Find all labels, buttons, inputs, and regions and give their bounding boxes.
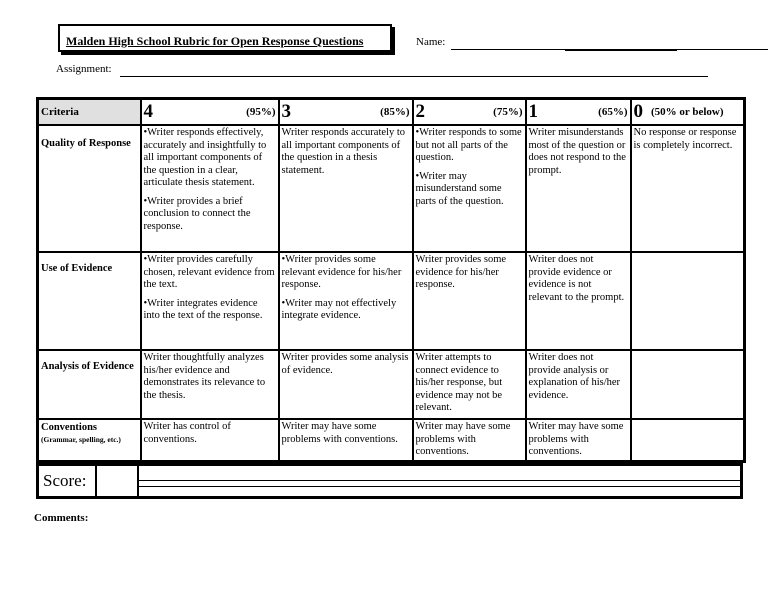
level-number: 4 [143, 100, 153, 122]
score-line [139, 480, 740, 481]
cell-analysis-4: Writer thoughtfully analyzes his/her evidence and demonstrates its relevance to the thesis. [141, 350, 279, 419]
row-quality-of-response [38, 125, 745, 252]
level-percent: (50% or below) [651, 105, 724, 118]
rubric-table [36, 97, 746, 463]
cell-analysis-3: Writer provides some analysis of evidence. [279, 350, 413, 419]
cell-conventions-0 [631, 419, 745, 461]
rubric-title-box [58, 24, 392, 52]
level-percent: (65%) [598, 105, 628, 118]
cell-quality-3: Writer responds accurately to all important components of the question in a thesis statement. [279, 125, 413, 252]
level-percent: (75%) [493, 105, 523, 118]
level-percent: (85%) [380, 105, 410, 118]
level-number: 3 [281, 100, 291, 122]
row-conventions [38, 419, 745, 461]
cell-analysis-2: Writer attempts to connect evidence to his/her response, but evidence may not be relevant. [413, 350, 526, 419]
rubric-title: Malden High School Rubric for Open Response Questions [66, 34, 364, 48]
score-label: Score: [39, 466, 97, 496]
name-field-underline [565, 50, 677, 51]
level-header-0 [631, 99, 745, 126]
score-line [139, 486, 740, 487]
score-input-box[interactable] [97, 466, 139, 496]
level-number: 1 [528, 100, 538, 122]
row-analysis-of-evidence [38, 350, 745, 419]
cell-analysis-1: Writer does not provide analysis or explanation of his/her evidence. [526, 350, 631, 419]
row-label: Quality of Response [38, 125, 141, 252]
level-percent: (95%) [246, 105, 276, 118]
cell-evidence-1: Writer does not provide evidence or evidence is not relevant to the prompt. [526, 252, 631, 350]
assignment-field-line[interactable] [120, 76, 708, 77]
cell-analysis-0 [631, 350, 745, 419]
row-label: Analysis of Evidence [38, 350, 141, 419]
level-number: 0 [633, 100, 643, 122]
rubric-header-row [38, 99, 745, 126]
cell-quality-0: No response or response is completely incorrect. [631, 125, 745, 252]
row-use-of-evidence [38, 252, 745, 350]
cell-conventions-1: Writer may have some problems with conventions. [526, 419, 631, 461]
name-label: Name: [416, 36, 446, 48]
row-sublabel: (Grammar, spelling, etc.) [41, 434, 121, 444]
cell-quality-4: •Writer responds effectively, accurately and insightfully to all important components of the question in a clear, articulate thesis statement. •Writer provides a brief conclusion to connect the response. [141, 125, 279, 252]
cell-conventions-2: Writer may have some problems with conventions. [413, 419, 526, 461]
cell-evidence-3: •Writer provides some relevant evidence for his/her response. •Writer may not effectively integrate evidence. [279, 252, 413, 350]
cell-evidence-2: Writer provides some evidence for his/her response. [413, 252, 526, 350]
level-number: 2 [415, 100, 425, 122]
level-header-3 [279, 99, 413, 126]
level-header-1 [526, 99, 631, 126]
level-header-4 [141, 99, 279, 126]
score-row [36, 463, 743, 499]
cell-evidence-0 [631, 252, 745, 350]
comments-label: Comments: [34, 512, 89, 524]
cell-quality-1: Writer misunderstands most of the question or does not respond to the prompt. [526, 125, 631, 252]
criteria-header: Criteria [38, 99, 141, 126]
cell-evidence-4: •Writer provides carefully chosen, relevant evidence from the text. •Writer integrates evidence into the text of the response. [141, 252, 279, 350]
cell-conventions-4: Writer has control of conventions. [141, 419, 279, 461]
row-label: Use of Evidence [38, 252, 141, 350]
cell-quality-2: •Writer responds to some but not all parts of the question. •Writer may misunderstand some parts of the question. [413, 125, 526, 252]
assignment-label: Assignment: [56, 63, 112, 75]
cell-conventions-3: Writer may have some problems with conventions. [279, 419, 413, 461]
row-label: Conventions (Grammar, spelling, etc.) [38, 419, 141, 461]
level-header-2 [413, 99, 526, 126]
